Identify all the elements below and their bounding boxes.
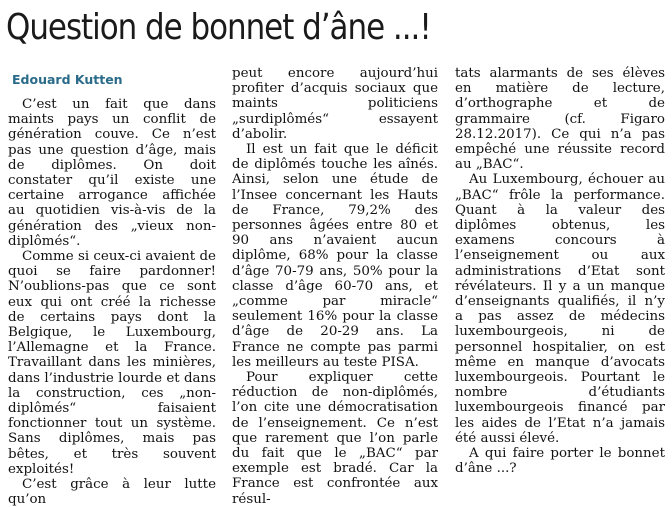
author-byline: Edouard Kutten bbox=[12, 72, 123, 87]
paragraph: A qui faire porter le bonnet d’âne ...? bbox=[455, 446, 665, 477]
paragraph: Au Luxembourg, échouer au „BAC“ frôle la performance. Quant à la valeur des diplômes obtenus, les examens concours à l’enseignement ou aux administrations d’Etat sont révélateurs. Il y a un manque d’enseignants qualifiés, il n’y a pas assez de médecins luxembourgeois, ni de personnel hospitalier, on est même en manque d’avocats luxembourgeois. Pourtant le nombre d’étudiants luxembourgeois financé par les aides de l’Etat n’a jamais été aussi élevé. bbox=[455, 172, 665, 446]
article-column-3 bbox=[455, 66, 665, 476]
paragraph: C’est grâce à leur lutte qu’on bbox=[8, 477, 216, 507]
article-column-2 bbox=[232, 66, 438, 507]
paragraph: Pour expliquer cette réduction de non-diplômés, l’on cite une démocratisation de l’enseignement. Ce n’est que rarement que l’on parle du fait que le „BAC“ par exemple est bradé. Car la France est confrontée aux résul- bbox=[232, 370, 438, 507]
paragraph: tats alarmants de ses élèves en matière de lecture, d’orthographe et de grammaire (cf. Figaro 28.12.2017). Ce qui n’a pas empêché une réussite record au „BAC“. bbox=[455, 66, 665, 173]
paragraph: Comme si ceux-ci avaient de quoi se faire pardonner! N’oublions-pas que ce sont eux qui ont créé la richesse de certains pays dont la Belgique, le Luxembourg, l’Allemagne et la France. Travaillant dans les minières, dans l’industrie lourde et dans la construction, ces „non-diplômés“ faisaient fonctionner tout un système. Sans diplômes, mais pas bêtes, et très souvent exploités! bbox=[8, 249, 216, 477]
article-column-1 bbox=[8, 97, 216, 507]
article-title: Question de bonnet d’âne ...! bbox=[6, 7, 431, 48]
paragraph: C’est un fait que dans maints pays un conflit de génération couve. Ce n’est pas une question d’âge, mais de diplômes. On doit constater qu’il existe une certaine arrogance affichée au quotidien vis-à-vis de la génération des „vieux non-diplômés“. bbox=[8, 97, 216, 249]
paragraph: peut encore aujourd’hui profiter d’acquis sociaux que maints politiciens „surdiplômés“ essayent d’abolir. bbox=[232, 66, 438, 142]
paragraph: Il est un fait que le déficit de diplômés touche les aînés. Ainsi, selon une étude de l’Insee concernant les Hauts de France, 79,2% des personnes âgées entre 80 et 90 ans n’avaient aucun diplôme, 68% pour la classe d’âge 70-79 ans, 50% pour la classe d’âge 60-70 ans, et „comme par miracle“ seulement 16% pour la classe d’âge de 20-29 ans. La France ne compte pas parmi les meilleurs au teste PISA. bbox=[232, 142, 438, 370]
